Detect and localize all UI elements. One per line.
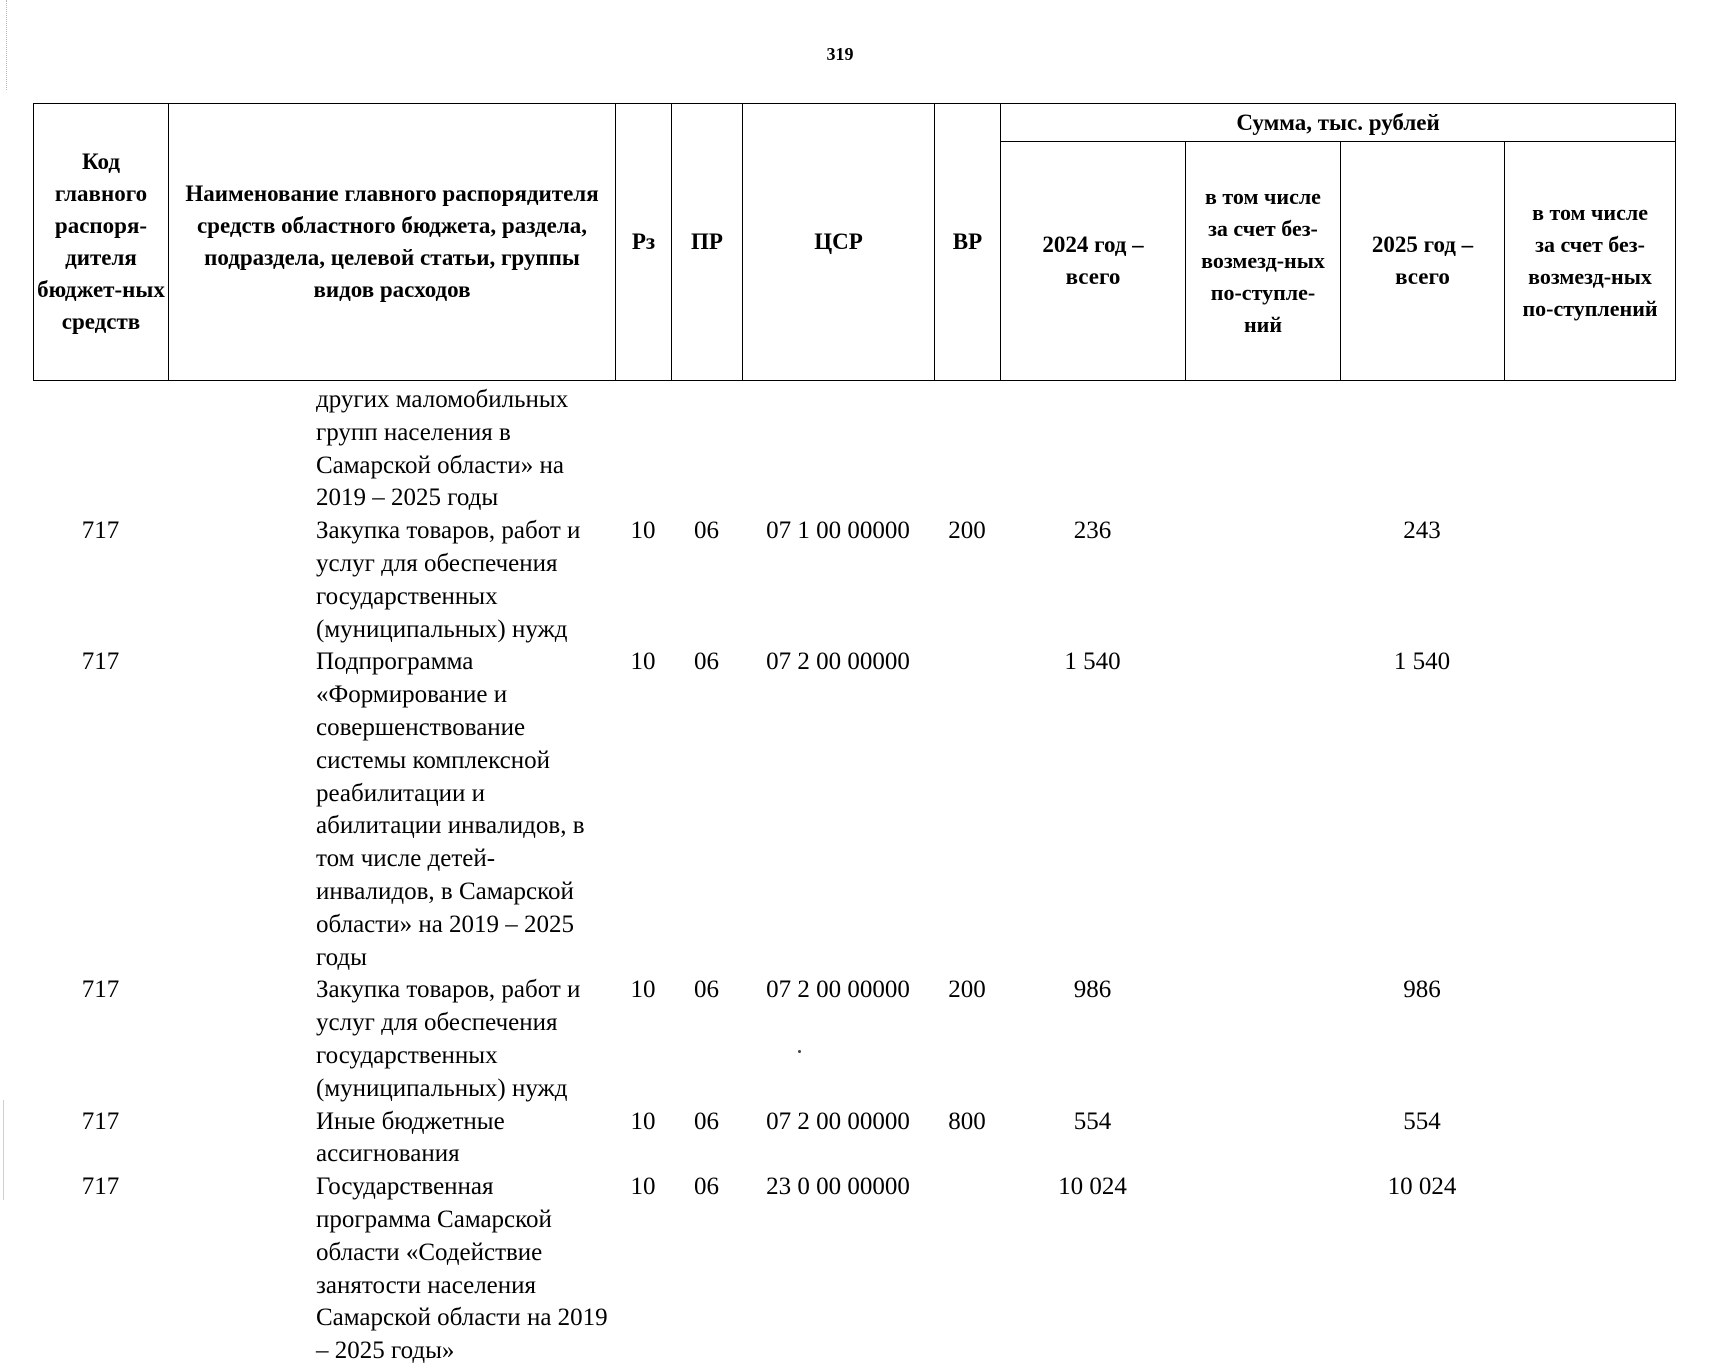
table-row [33,974,1675,1105]
cell-name: Подпрограмма «Формирование и совершенствование системы комплексной реабилитации и абилитации инвалидов, в том числе детей-инвалидов, в Самарской области» на 2019 – 2025 годы [316,648,585,971]
cell-vr [934,384,1000,515]
cell-vr [934,646,1000,974]
cell-y2024-free [1185,384,1340,515]
cell-y2025-free [1504,384,1675,515]
cell-name: Закупка товаров, работ и услуг для обеспечения государственных (муниципальных) нужд [316,976,581,1102]
cell-vr: 800 [948,1107,986,1135]
cell-y2024: 236 [1073,517,1112,545]
cell-name: других маломобильных групп населения в Самарской области» на 2019 – 2025 годы [316,386,569,512]
table-row [33,515,1675,646]
cell-y2024: 986 [1073,976,1112,1004]
cell-y2024: 1 540 [1064,648,1121,676]
scan-speck [798,1050,801,1053]
cell-y2024-free [1185,974,1340,1105]
cell-rz [615,384,671,515]
cell-pr: 06 [694,976,719,1004]
header-2024-free: в том числе за счет без-возмезд-ных по-ступле-ний [1186,142,1341,381]
cell-rz: 10 [630,1173,656,1201]
cell-csr: 07 1 00 00000 [766,517,910,545]
scan-edge-line [0,1100,4,1200]
cell-y2024-free [1185,646,1340,974]
cell-y2024 [1000,384,1185,515]
cell-csr: 07 2 00 00000 [766,976,910,1004]
cell-code: 717 [81,1173,120,1201]
table-row [33,646,1675,974]
header-2025-free: в том числе за счет без-возмезд-ных по-ступлений [1505,142,1676,381]
cell-rz: 10 [630,648,656,676]
cell-y2025-free [1504,646,1675,974]
cell-y2025 [1340,384,1504,515]
cell-csr [742,384,934,515]
table-header [33,103,1676,381]
cell-y2025: 986 [1403,976,1441,1004]
cell-y2024: 10 024 [1058,1173,1127,1201]
cell-vr: 200 [948,517,986,545]
cell-pr [671,384,742,515]
table-row [33,384,1675,515]
cell-y2025: 10 024 [1387,1173,1457,1201]
cell-y2025-free [1504,515,1675,646]
cell-y2024-free [1185,1106,1340,1172]
page-number: 319 [826,44,854,64]
header-csr: ЦСР [743,104,935,381]
header-code: Код главного распоря-дителя бюджет-ных средств [34,104,169,381]
cell-code: 717 [81,517,120,545]
cell-code: 717 [81,976,120,1004]
cell-y2024: 554 [1073,1107,1112,1135]
cell-y2025-free [1504,974,1675,1105]
cell-y2025: 554 [1403,1107,1441,1135]
cell-y2024-free [1185,1171,1340,1368]
header-vr: ВР [935,104,1001,381]
cell-y2025: 1 540 [1393,648,1451,676]
cell-name: Государственная программа Самарской области «Содействие занятости населения Самарской области на 2019 – 2025 годы» [316,1173,608,1365]
cell-rz: 10 [630,976,656,1004]
header-name: Наименование главного распорядителя средств областного бюджета, раздела, подраздела, целевой статьи, группы видов расходов [169,104,616,381]
cell-rz: 10 [630,1107,656,1135]
cell-y2024-free [1185,515,1340,646]
cell-rz: 10 [630,517,656,545]
cell-pr: 06 [694,1107,719,1135]
cell-y2025-free [1504,1106,1675,1172]
table-row [33,1171,1675,1368]
header-rz: Рз [616,104,672,381]
header-2024-total: 2024 год – всего [1001,142,1186,381]
cell-name: Закупка товаров, работ и услуг для обеспечения государственных (муниципальных) нужд [316,517,581,643]
cell-code [33,384,168,515]
cell-csr: 23 0 00 00000 [766,1173,910,1201]
cell-pr: 06 [694,1173,719,1201]
header-sum-group: Сумма, тыс. рублей [1001,104,1676,142]
cell-name: Иные бюджетные ассигнования [316,1107,505,1168]
cell-vr [934,1171,1000,1368]
cell-y2025: 243 [1403,517,1441,545]
cell-code: 717 [81,648,120,676]
cell-pr: 06 [694,648,719,676]
cell-pr: 06 [694,517,719,545]
table-row [33,1106,1675,1172]
header-pr: ПР [672,104,743,381]
cell-vr: 200 [948,976,986,1004]
cell-csr: 07 2 00 00000 [766,1107,910,1135]
cell-code: 717 [81,1107,120,1135]
budget-table [33,384,1675,1368]
cell-y2025-free [1504,1171,1675,1368]
cell-csr: 07 2 00 00000 [766,648,910,676]
header-2025-total: 2025 год – всего [1341,142,1505,381]
